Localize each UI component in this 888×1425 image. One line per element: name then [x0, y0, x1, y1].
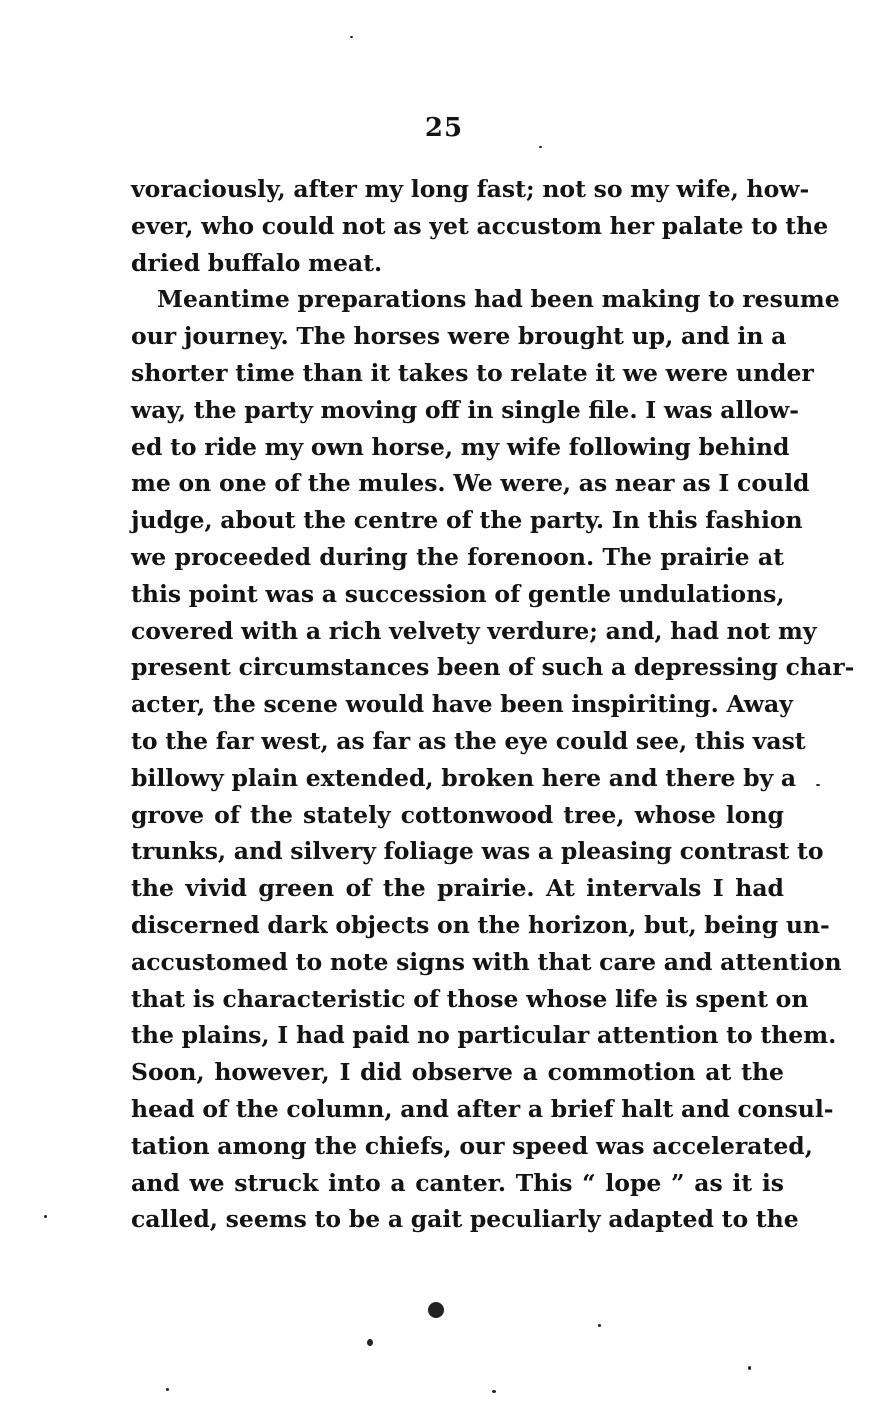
text-line: and we struck into a canter. This “ lope ” as it is	[131, 1168, 784, 1197]
text-line: present circumstances been of such a depressing char-	[131, 653, 855, 682]
text-line: Meantime preparations had been making to resume	[157, 285, 840, 314]
text-line: trunks, and silvery foliage was a pleasing contrast to	[131, 837, 824, 866]
ink-speck	[492, 1390, 496, 1393]
text-line: our journey. The horses were brought up, and in a	[131, 322, 787, 351]
text-line: the vivid green of the prairie. At intervals I had	[131, 874, 784, 903]
text-line: Soon, however, I did observe a commotion at the	[131, 1058, 784, 1087]
body-text	[131, 171, 855, 1238]
text-line: me on one of the mules. We were, as near as I could	[131, 469, 810, 498]
text-line: the plains, I had paid no particular attention to them.	[131, 1021, 837, 1050]
text-line: tation among the chiefs, our speed was accelerated,	[131, 1131, 813, 1160]
ink-speck	[539, 146, 542, 148]
text-line: discerned dark objects on the horizon, but, being un-	[131, 910, 830, 939]
ink-speck	[166, 1388, 169, 1391]
ink-speck	[350, 36, 353, 38]
text-line: voraciously, after my long fast; not so my wife, how-	[131, 175, 810, 203]
text-line: grove of the stately cottonwood tree, whose long	[131, 800, 784, 829]
text-line: to the far west, as far as the eye could see, this vast	[131, 726, 806, 755]
text-line: we proceeded during the forenoon. The prairie at	[131, 542, 784, 571]
text-line: accustomed to note signs with that care and attention	[131, 947, 842, 976]
text-line: billowy plain extended, broken here and there by a	[131, 763, 797, 792]
text-line: called, seems to be a gait peculiarly adapted to the	[131, 1205, 799, 1234]
ink-speck	[367, 1339, 373, 1346]
text-line: dried buffalo meat.	[131, 248, 383, 277]
text-line: this point was a succession of gentle undulations,	[131, 579, 785, 608]
text-line: judge, about the centre of the party. In this fashion	[131, 506, 803, 535]
ink-speck	[44, 1215, 47, 1218]
page-number: 25	[424, 113, 464, 143]
text-line: way, the party moving off in single file. I was allow-	[131, 395, 800, 424]
ink-speck	[598, 1324, 601, 1327]
text-line: head of the column, and after a brief halt and consul-	[131, 1094, 834, 1123]
text-line: that is characteristic of those whose life is spent on	[131, 984, 809, 1013]
text-line: shorter time than it takes to relate it we were under	[131, 358, 814, 387]
text-line: ed to ride my own horse, my wife following behind	[131, 432, 790, 461]
ink-speck	[816, 784, 820, 786]
text-line: covered with a rich velvety verdure; and, had not my	[131, 616, 817, 645]
text-line: acter, the scene would have been inspiriting. Away	[131, 690, 793, 719]
ink-speck	[748, 1366, 751, 1370]
text-line: ever, who could not as yet accustom her palate to the	[131, 211, 829, 240]
ink-speck	[428, 1302, 444, 1318]
